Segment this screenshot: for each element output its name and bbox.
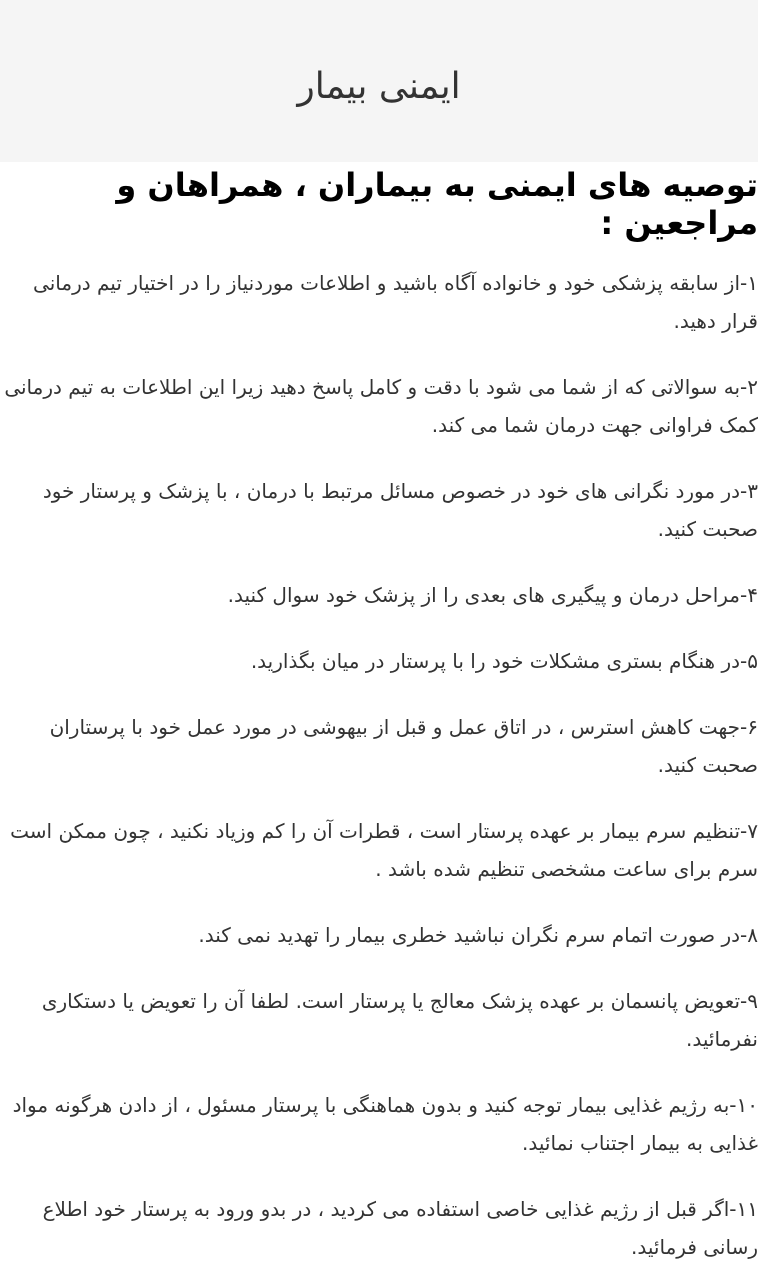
safety-tip-item: ۵-در هنگام بستری مشکلات خود را با پرستار در میان بگذارید. xyxy=(250,649,758,673)
safety-tip-item: ۶-جهت کاهش استرس ، در اتاق عمل و قبل از بیهوشی در مورد عمل خود با پرستاران صحبت کنید. xyxy=(49,715,758,777)
content-area[interactable] xyxy=(0,162,758,1280)
safety-tip-item: ۴-مراحل درمان و پیگیری های بعدی را از پزشک خود سوال کنید. xyxy=(227,583,758,607)
safety-tip-item: ۱-از سابقه پزشکی خود و خانواده آگاه باشید و اطلاعات موردنیاز را در اختیار تیم درمانی قرار دهید. xyxy=(33,271,758,333)
safety-tip-item: ۸-در صورت اتمام سرم نگران نباشید خطری بیمار را تهدید نمی کند. xyxy=(198,923,758,947)
app-bar xyxy=(0,0,758,162)
page-title: ایمنی بیمار xyxy=(297,65,461,107)
section-heading: توصیه های ایمنی به بیماران ، همراهان و مراجعین : xyxy=(116,166,758,242)
safety-tip-item: ۱۰-به رژیم غذایی بیمار توجه کنید و بدون هماهنگی با پرستار مسئول ، از دادن هرگونه مواد غذایی به بیمار اجتناب نمائید. xyxy=(12,1093,758,1155)
safety-tip-item: ۳-در مورد نگرانی های خود در خصوص مسائل مرتبط با درمان ، با پزشک و پرستار خود صحبت کنید. xyxy=(42,479,758,541)
safety-tips-list xyxy=(0,264,758,1266)
safety-tip-item: ۱۱-اگر قبل از رژیم غذایی خاصی استفاده می کردید ، در بدو ورود به پرستار خود اطلاع رسانی فرمائید. xyxy=(42,1197,758,1259)
safety-tip-item: ۹-تعویض پانسمان بر عهده پزشک معالج یا پرستار است. لطفا آن را تعویض یا دستکاری نفرمائید. xyxy=(41,989,758,1051)
safety-tip-item: ۷-تنظیم سرم بیمار بر عهده پرستار است ، قطرات آن را کم وزیاد نکنید ، چون ممکن است سرم برای ساعت مشخصی تنظیم شده باشد . xyxy=(10,819,758,881)
safety-tip-item: ۲-به سوالاتی که از شما می شود با دقت و کامل پاسخ دهید زیرا این اطلاعات به تیم درمانی کمک فراوانی جهت درمان شما می کند. xyxy=(4,375,758,437)
